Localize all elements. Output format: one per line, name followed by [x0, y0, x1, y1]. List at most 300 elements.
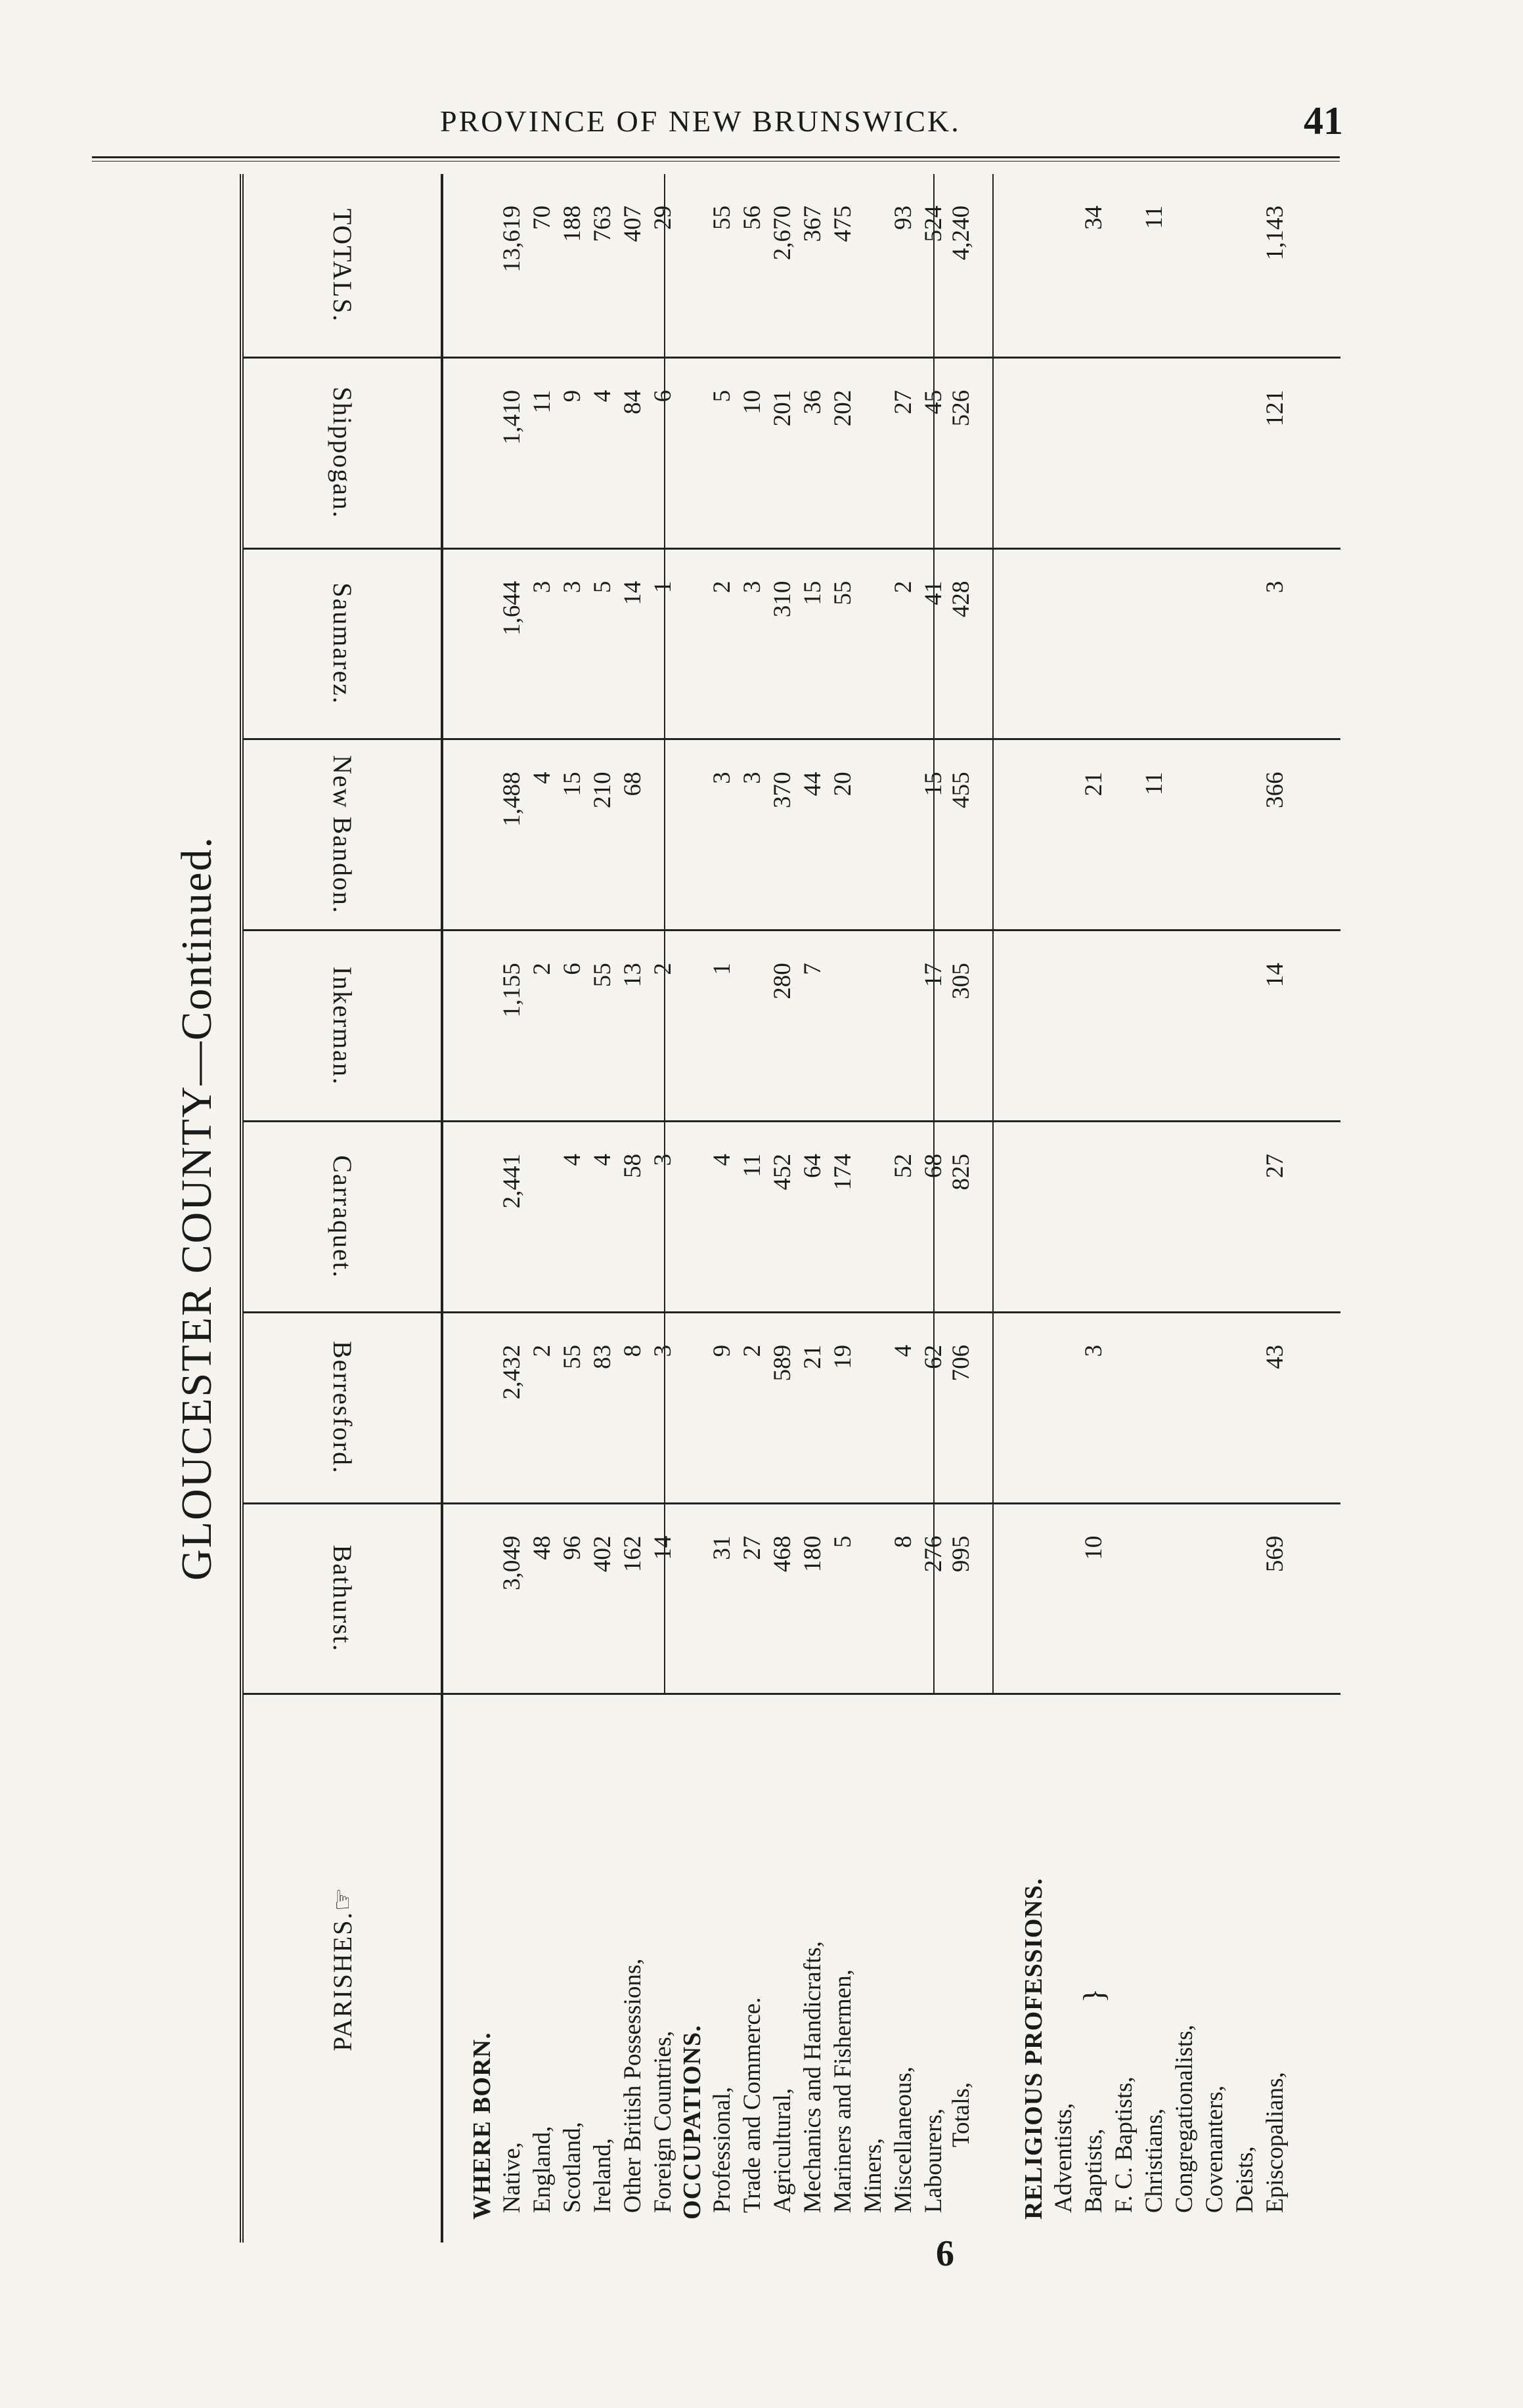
value-cell: 31: [709, 1535, 736, 1560]
occupations-values: [707, 740, 949, 929]
value-cell: 589: [769, 1344, 796, 1382]
value-cell: 4: [589, 1154, 616, 1166]
running-head: PROVINCE OF NEW BRUNSWICK.: [440, 104, 961, 138]
value-cell: 6: [559, 963, 586, 975]
page-header: [92, 99, 1343, 151]
totals-cell: 4,240: [948, 205, 975, 261]
totals-values: [946, 359, 977, 548]
value-cell: 8: [619, 1344, 646, 1357]
value-cell: 174: [829, 1154, 856, 1191]
totals-rule: [992, 550, 994, 739]
parishes-header: [244, 1695, 443, 2243]
totals-values: [946, 1122, 977, 1311]
value-cell: 310: [769, 580, 796, 618]
row-label: Foreign Countries,: [650, 2030, 676, 2213]
totals-cell: 305: [948, 963, 975, 999]
section-title-where-born: WHERE BORN.: [468, 2032, 496, 2220]
value-cell: [858, 772, 889, 929]
value-cell: [1049, 1154, 1079, 1311]
value-cell: [1139, 390, 1170, 548]
parish-header: [244, 1313, 443, 1502]
value-cell: 162: [619, 1535, 646, 1573]
column-header-label: Carraquet.: [327, 1155, 357, 1279]
value-cell: [1170, 390, 1200, 548]
section-divider: [664, 740, 665, 929]
parish-column: [244, 1313, 1340, 1504]
value-cell: [1109, 206, 1139, 357]
where-born-values: [497, 1313, 678, 1502]
value-cell: 58: [619, 1154, 646, 1179]
value-cell: 4: [529, 772, 556, 784]
value-cell: [1109, 772, 1139, 929]
value-cell: [738, 963, 768, 1120]
religious-values: [1049, 550, 1291, 739]
totals-values: [946, 550, 977, 739]
row-label: Ireland,: [589, 2137, 616, 2213]
column-header-label: Bathurst.: [327, 1544, 357, 1653]
occupations-values: [707, 1504, 949, 1694]
value-cell: [1230, 1154, 1260, 1311]
baptists-brace: [1079, 1695, 1112, 2046]
value-cell: [1230, 772, 1260, 929]
value-cell: 276: [920, 1535, 947, 1573]
value-cell: 55: [589, 963, 616, 988]
value-cell: 8: [890, 1535, 917, 1548]
parish-column: [244, 359, 1340, 550]
totals-rule: [933, 1122, 935, 1311]
value-cell: 48: [529, 1535, 556, 1560]
totals-rule: [992, 359, 994, 548]
parish-column: [244, 1504, 1340, 1696]
row-label: Covenanters,: [1201, 2085, 1228, 2213]
value-cell: [1200, 1154, 1230, 1311]
value-cell: 15: [559, 772, 586, 797]
parish-header: [244, 359, 443, 548]
value-cell: 17: [920, 963, 947, 988]
value-cell: [1230, 581, 1260, 739]
row-label: Miscellaneous,: [890, 2067, 917, 2213]
value-cell: [1109, 581, 1139, 739]
totals-cell: 825: [948, 1154, 975, 1191]
value-cell: 14: [619, 580, 646, 605]
totals-values: [946, 174, 977, 357]
section-divider: [664, 359, 665, 548]
value-cell: 2: [529, 1344, 556, 1357]
column-header-label: Shippogan.: [327, 387, 357, 519]
value-cell: 3: [1262, 580, 1289, 594]
value-cell: [1200, 1536, 1230, 1694]
value-cell: 1: [709, 963, 736, 975]
value-cell: 3: [739, 580, 766, 594]
occupations-values: [707, 550, 949, 739]
column-header-label: New Bandon.: [327, 755, 357, 915]
value-cell: [1139, 963, 1170, 1120]
totals-values: [946, 740, 977, 929]
row-label: Agricultural,: [769, 2088, 796, 2213]
row-label: Christians,: [1141, 2108, 1168, 2213]
value-cell: [1170, 772, 1200, 929]
value-cell: [828, 963, 858, 1120]
totals-cell: 455: [948, 772, 975, 808]
section-divider: [664, 1122, 665, 1311]
totals-rule: [933, 1313, 935, 1502]
value-cell: [858, 206, 889, 357]
value-cell: [1049, 206, 1079, 357]
religious-values: [1049, 1504, 1291, 1694]
value-cell: [1170, 1536, 1200, 1694]
value-cell: 3: [559, 580, 586, 594]
totals-rule: [933, 550, 935, 739]
where-born-labels: [467, 1695, 678, 2243]
section-divider: [664, 550, 665, 739]
value-cell: 10: [739, 389, 766, 414]
value-cell: 13: [619, 963, 646, 988]
value-cell: 2: [739, 1344, 766, 1357]
religious-values: [1049, 174, 1291, 357]
religious-values: [1049, 1313, 1291, 1502]
value-cell: 1,644: [498, 580, 525, 636]
where-born-values: [497, 931, 678, 1120]
value-cell: 452: [769, 1154, 796, 1191]
value-cell: 27: [739, 1535, 766, 1560]
value-cell: [1230, 1345, 1260, 1502]
occupations-values: [707, 1313, 949, 1502]
value-cell: 4: [589, 389, 616, 403]
value-cell: [1079, 1154, 1109, 1311]
value-cell: 5: [589, 580, 616, 594]
totals-values: [946, 1504, 977, 1694]
table-title: GLOUCESTER COUNTY—Continued.: [173, 836, 221, 1581]
value-cell: [1049, 1345, 1079, 1502]
value-cell: [1200, 963, 1230, 1120]
value-cell: 188: [559, 205, 586, 242]
section-divider: [664, 1313, 665, 1502]
parish-header: [244, 1504, 443, 1694]
where-born-values: [497, 1504, 678, 1694]
value-cell: [858, 390, 889, 548]
totals-rule: [992, 174, 994, 357]
row-label: Mechanics and Handicrafts,: [799, 1940, 826, 2213]
value-cell: 4: [709, 1154, 736, 1166]
value-cell: [1049, 581, 1079, 739]
row-label: Labourers,: [920, 2108, 947, 2213]
value-cell: 43: [1262, 1344, 1289, 1369]
parish-header: [244, 1122, 443, 1311]
totals-values: [946, 1313, 977, 1502]
value-cell: 11: [1141, 772, 1168, 796]
totals-rule: [933, 174, 935, 357]
value-cell: 1,488: [498, 772, 525, 827]
row-label: F. C. Baptists,: [1111, 2076, 1137, 2213]
value-cell: 1: [650, 580, 676, 594]
value-cell: 3: [529, 580, 556, 594]
totals-rule: [992, 931, 994, 1120]
brace-glyph: }: [1077, 1988, 1111, 2003]
value-cell: 763: [589, 205, 616, 242]
value-cell: 402: [589, 1535, 616, 1573]
section-divider: [664, 174, 665, 357]
value-cell: 20: [829, 772, 856, 797]
totals-rule: [992, 740, 994, 929]
value-cell: 3: [1080, 1344, 1107, 1357]
section-title-occupations: OCCUPATIONS.: [678, 2025, 706, 2220]
value-cell: 55: [829, 580, 856, 605]
value-cell: [1049, 963, 1079, 1120]
religious-values: [1049, 359, 1291, 548]
row-label: Episcopalians,: [1262, 2072, 1289, 2213]
column-header-label: TOTALS.: [327, 208, 357, 322]
row-label: Trade and Commerce.: [739, 1997, 766, 2213]
value-cell: 96: [559, 1535, 586, 1560]
where-born-values: [497, 1122, 678, 1311]
parishes-header-label: PARISHES.☞: [327, 1886, 357, 2051]
value-cell: 36: [799, 389, 826, 414]
value-cell: 19: [829, 1344, 856, 1369]
totals-rule: [933, 931, 935, 1120]
value-cell: [1049, 772, 1079, 929]
value-cell: [889, 772, 919, 929]
value-cell: [1109, 1154, 1139, 1311]
value-cell: [1200, 390, 1230, 548]
value-cell: 52: [890, 1154, 917, 1179]
totals-cell: 428: [948, 580, 975, 618]
value-cell: 44: [799, 772, 826, 797]
value-cell: 13,619: [498, 205, 525, 273]
parish-column: [244, 550, 1340, 741]
value-cell: 62: [920, 1344, 947, 1369]
value-cell: [1139, 1536, 1170, 1694]
row-label: Deists,: [1231, 2146, 1258, 2213]
totals-rule: [992, 1313, 994, 1502]
row-label: Miners,: [860, 2137, 887, 2213]
row-label: Professional,: [709, 2086, 736, 2213]
where-born-values: [497, 550, 678, 739]
value-cell: [1200, 206, 1230, 357]
value-cell: 5: [709, 389, 736, 403]
sheet-number: 6: [936, 2233, 954, 2274]
row-label: Scotland,: [559, 2122, 586, 2213]
value-cell: 15: [799, 580, 826, 605]
occupations-labels: [677, 1695, 949, 2243]
value-cell: [1170, 206, 1200, 357]
parish-header: [244, 740, 443, 929]
value-cell: [1200, 1345, 1230, 1502]
value-cell: 3: [739, 772, 766, 784]
value-cell: [858, 963, 889, 1120]
value-cell: 93: [890, 205, 917, 230]
value-cell: [858, 1536, 889, 1694]
occupations-values: [707, 174, 949, 357]
value-cell: 2: [650, 963, 676, 975]
row-label: Adventists,: [1050, 2103, 1077, 2213]
row-label: Mariners and Fishermen,: [829, 1969, 856, 2213]
value-cell: 3: [650, 1344, 676, 1357]
value-cell: 2: [529, 963, 556, 975]
value-cell: [858, 1154, 889, 1311]
occupations-values: [707, 931, 949, 1120]
value-cell: [1049, 1536, 1079, 1694]
value-cell: [1049, 390, 1079, 548]
value-cell: 84: [619, 389, 646, 414]
value-cell: [1200, 772, 1230, 929]
value-cell: [1109, 1536, 1139, 1694]
value-cell: 21: [799, 1344, 826, 1369]
value-cell: 15: [920, 772, 947, 797]
value-cell: [858, 581, 889, 739]
parish-column: [244, 931, 1340, 1122]
totals-label-section: [946, 1695, 977, 2243]
value-cell: [1139, 1154, 1170, 1311]
value-cell: 70: [529, 205, 556, 230]
totals-values: [946, 931, 977, 1120]
value-cell: 27: [890, 389, 917, 414]
value-cell: [1230, 206, 1260, 357]
value-cell: 3: [709, 772, 736, 784]
religious-values: [1049, 1122, 1291, 1311]
parish-header: [244, 931, 443, 1120]
census-table: [240, 174, 1340, 2243]
value-cell: 3: [650, 1154, 676, 1166]
value-cell: [1109, 1345, 1139, 1502]
value-cell: 407: [619, 205, 646, 242]
value-cell: 68: [920, 1154, 947, 1179]
value-cell: 4: [559, 1154, 586, 1166]
value-cell: [1109, 963, 1139, 1120]
totals-cell: 526: [948, 389, 975, 427]
value-cell: 14: [1262, 963, 1289, 988]
value-cell: 1,410: [498, 389, 525, 445]
value-cell: 11: [529, 389, 556, 414]
value-cell: 41: [920, 580, 947, 605]
value-cell: [1079, 963, 1109, 1120]
rotated-table-block: [154, 174, 1336, 2243]
totals-rule: [933, 1504, 935, 1694]
where-born-values: [497, 174, 678, 357]
value-cell: 524: [920, 205, 947, 242]
religious-values: [1049, 931, 1291, 1120]
value-cell: [527, 1154, 558, 1311]
value-cell: [1230, 1536, 1260, 1694]
value-cell: [1170, 1154, 1200, 1311]
section-divider: [664, 931, 665, 1120]
value-cell: [1079, 581, 1109, 739]
parish-header: [244, 550, 443, 739]
value-cell: 29: [650, 205, 676, 230]
where-born-values: [497, 740, 678, 929]
value-cell: 27: [1262, 1154, 1289, 1179]
value-cell: 7: [799, 963, 826, 975]
value-cell: 2,670: [769, 205, 796, 261]
totals-rule: [992, 1122, 994, 1311]
value-cell: 55: [709, 205, 736, 230]
value-cell: 2,432: [498, 1344, 525, 1400]
value-cell: 9: [709, 1344, 736, 1357]
parish-column: [244, 1122, 1340, 1313]
value-cell: 201: [769, 389, 796, 427]
value-cell: 5: [829, 1535, 856, 1548]
value-cell: 1,155: [498, 963, 525, 1018]
value-cell: 10: [1080, 1535, 1107, 1560]
value-cell: 366: [1262, 772, 1289, 808]
value-cell: 367: [799, 205, 826, 242]
value-cell: [1170, 581, 1200, 739]
value-cell: 1,143: [1262, 205, 1289, 261]
value-cell: 2: [709, 580, 736, 594]
value-cell: [1200, 581, 1230, 739]
column-header-label: Berresford.: [327, 1341, 357, 1475]
value-cell: [858, 1345, 889, 1502]
row-label: Congregationalists,: [1171, 2025, 1198, 2213]
value-cell: 280: [769, 963, 796, 999]
section-title-religious: RELIGIOUS PROFESSIONS.: [1020, 1877, 1048, 2220]
value-cell: [1230, 390, 1260, 548]
value-cell: 2: [890, 580, 917, 594]
column-header-label: Saumarez.: [327, 582, 357, 705]
value-cell: 11: [739, 1154, 766, 1177]
value-cell: [1139, 581, 1170, 739]
value-cell: 4: [890, 1344, 917, 1357]
row-label: England,: [529, 2126, 556, 2213]
row-label: Other British Possessions,: [619, 1958, 646, 2213]
value-cell: [889, 963, 919, 1120]
value-cell: 34: [1080, 205, 1107, 230]
value-cell: 468: [769, 1535, 796, 1573]
row-label: Native,: [498, 2142, 525, 2213]
value-cell: 21: [1080, 772, 1107, 797]
value-cell: 210: [589, 772, 616, 808]
religious-labels: [1019, 1695, 1291, 2243]
totals-label: Totals,: [948, 2082, 975, 2147]
value-cell: 2,441: [498, 1154, 525, 1209]
value-cell: [1139, 1345, 1170, 1502]
label-column: [244, 1695, 1340, 2243]
value-cell: 569: [1262, 1535, 1289, 1573]
section-divider: [664, 1504, 665, 1694]
value-cell: [1109, 390, 1139, 548]
totals-rule: [992, 1504, 994, 1694]
value-cell: 55: [559, 1344, 586, 1369]
row-label: Baptists,: [1080, 2128, 1107, 2213]
religious-values: [1049, 740, 1291, 929]
value-cell: 121: [1262, 389, 1289, 427]
totals-cell: 706: [948, 1344, 975, 1382]
value-cell: 11: [1141, 205, 1168, 229]
value-cell: 45: [920, 389, 947, 414]
value-cell: 56: [739, 205, 766, 230]
parish-column: [244, 740, 1340, 931]
value-cell: [1230, 963, 1260, 1120]
value-cell: 475: [829, 205, 856, 242]
value-cell: [1170, 963, 1200, 1120]
header-rule: [92, 156, 1340, 162]
totals-column: [244, 174, 1340, 359]
occupations-values: [707, 1122, 949, 1311]
value-cell: 3,049: [498, 1535, 525, 1590]
value-cell: 68: [619, 772, 646, 797]
value-cell: [648, 772, 678, 929]
totals-cell: 995: [948, 1535, 975, 1573]
value-cell: 83: [589, 1344, 616, 1369]
value-cell: 202: [829, 389, 856, 427]
totals-rule: [933, 359, 935, 548]
where-born-values: [497, 359, 678, 548]
value-cell: 370: [769, 772, 796, 808]
value-cell: [1079, 390, 1109, 548]
page-number: 41: [1304, 99, 1343, 142]
value-cell: 14: [650, 1535, 676, 1560]
value-cell: 180: [799, 1535, 826, 1573]
value-cell: [1170, 1345, 1200, 1502]
